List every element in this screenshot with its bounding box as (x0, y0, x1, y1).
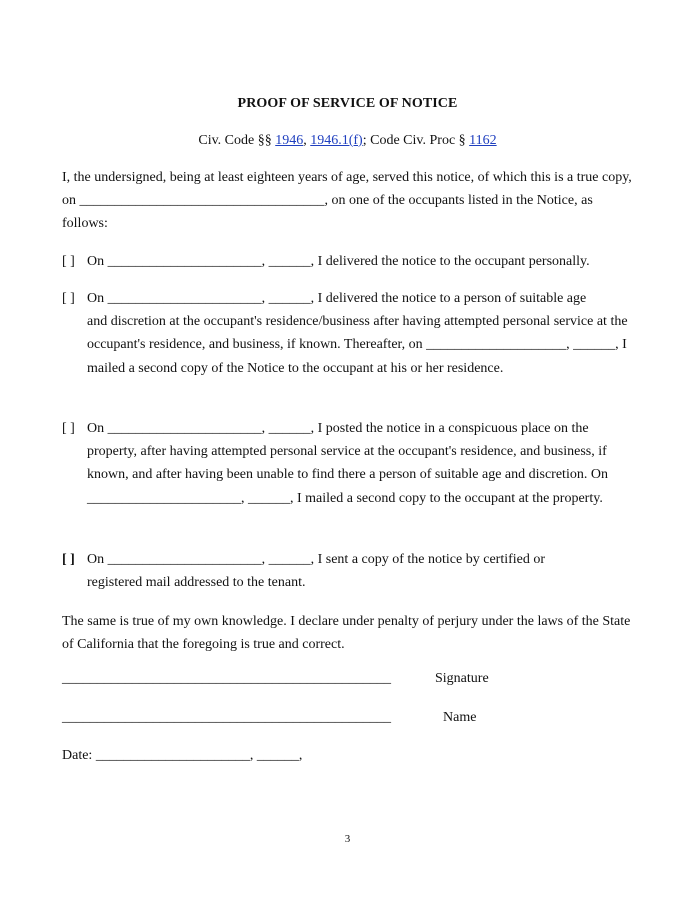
service-option-posting (62, 417, 640, 510)
service-option-personal (62, 250, 640, 273)
option-continuation: registered mail addressed to the tenant. (87, 575, 306, 591)
signature-field[interactable]: _______________________________________________ (62, 671, 391, 686)
page-number: 3 (344, 833, 351, 845)
option-checkbox[interactable]: [ ] (62, 552, 75, 567)
option-first-line (62, 548, 640, 571)
option-first-line (62, 250, 640, 273)
option-continuation: property, after having attempted personal service at the occupant's residence, and business, if known, and after having been unable to find there a person of suitable age and discretion. On ______________________, ______, I mailed a second copy to the occupant at the property. (87, 444, 608, 506)
option-checkbox[interactable]: [ ] (62, 421, 75, 436)
option-continuation: and discretion at the occupant's residence/business after having attempted personal service at the occupant's residence, and business, if known. Thereafter, on ____________________, ______, I mailed a second copy of the Notice to the occupant at his or her residence. (87, 314, 628, 376)
service-option-certified-mail (62, 548, 640, 594)
citation-middle: ; Code Civ. Proc § (362, 133, 470, 148)
option-checkbox[interactable]: [ ] (62, 291, 75, 306)
date-field[interactable]: Date: ______________________, ______, (62, 748, 303, 763)
citation-prefix: Civ. Code §§ (198, 133, 276, 148)
option-text: On ______________________, ______, I delivered the notice to the occupant personally. (87, 254, 590, 269)
declaration-paragraph: The same is true of my own knowledge. I declare under penalty of perjury under the laws of the State of California that the foregoing is true and correct. (62, 614, 631, 652)
code-civ-proc-1162-link[interactable]: 1162 (469, 133, 497, 148)
statute-citation (0, 133, 695, 149)
option-text: On ______________________, ______, I posted the notice in a conspicuous place on the (87, 421, 589, 436)
civ-code-1946-1-f-link[interactable]: 1946.1(f) (310, 133, 363, 148)
option-first-line (62, 417, 640, 440)
intro-paragraph: I, the undersigned, being at least eighteen years of age, served this notice, of which this is a true copy, on ___________________________________, on one of the occupants listed in the Notice, as follows: (62, 170, 632, 231)
document-title: PROOF OF SERVICE OF NOTICE (237, 96, 458, 111)
name-label: Name (443, 710, 477, 725)
civ-code-1946-link[interactable]: 1946 (275, 133, 304, 148)
option-text: On ______________________, ______, I delivered the notice to a person of suitable age (87, 291, 587, 306)
option-text: On ______________________, ______, I sent a copy of the notice by certified or (87, 552, 546, 567)
name-row (62, 710, 562, 726)
name-field[interactable]: _______________________________________________ (62, 710, 391, 725)
option-first-line (62, 287, 640, 310)
signature-label: Signature (435, 671, 489, 686)
service-option-substituted (62, 287, 640, 380)
citation-separator: , (303, 133, 311, 148)
option-checkbox[interactable]: [ ] (62, 254, 75, 269)
